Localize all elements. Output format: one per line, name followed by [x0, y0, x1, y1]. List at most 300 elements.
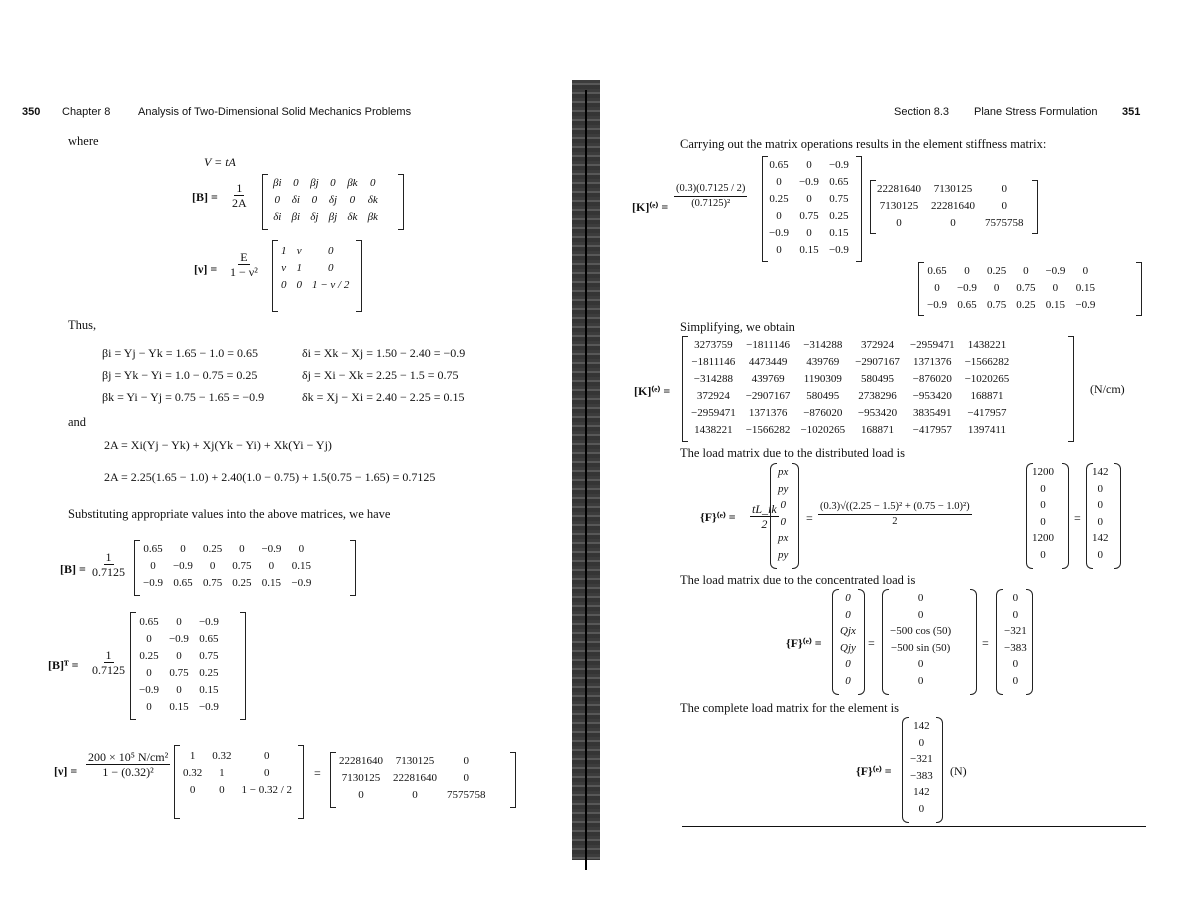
equals-sign: = — [868, 636, 875, 650]
matrix-cell: −417957 — [912, 424, 952, 436]
matrix-cell: 0 — [806, 193, 812, 205]
matrix-cell: 1 — [281, 245, 287, 257]
B-label: [B] = — [192, 190, 218, 204]
vector-column — [778, 464, 788, 563]
F-coef-den: 2 — [761, 517, 768, 531]
matrix-row — [178, 748, 297, 765]
Bn-coef-den: 0.7125 — [92, 565, 125, 579]
matrix-cell: −0.9 — [1075, 299, 1096, 311]
matrix-cell: 22281640 — [877, 183, 921, 195]
matrix-row — [334, 753, 491, 770]
matrix-cell: −1566282 — [745, 424, 791, 436]
matrix-row — [134, 648, 224, 665]
B-numeric-label: [B] = — [60, 562, 86, 576]
equals-sign: = — [314, 766, 321, 780]
F-conc-label: {F}⁽ᵉ⁾ = — [786, 636, 822, 650]
matrix-cell: 7575758 — [447, 789, 486, 801]
vector-entry: 0 — [918, 802, 925, 815]
matrix-cell: 3273759 — [694, 339, 733, 351]
matrix-cell: 0 — [950, 217, 956, 229]
matrix-cell: 0 — [176, 616, 182, 628]
matrix-cell: 168871 — [970, 390, 1004, 402]
bracket — [356, 240, 362, 312]
matrix-cell: −0.9 — [168, 633, 189, 645]
vector-entry: 0 — [845, 592, 851, 604]
matrix-cell: −953420 — [912, 390, 952, 402]
matrix-cell: 0 — [176, 650, 182, 662]
matrix-cell: 0 — [349, 194, 356, 206]
matrix-row — [764, 208, 854, 225]
substituting-text: Substituting appropriate values into the above matrices, we have — [68, 507, 391, 521]
dist-result-vector — [1092, 464, 1109, 563]
matrix-cell: 0.15 — [169, 701, 189, 713]
bracket — [510, 752, 516, 808]
matrix-cell: 22281640 — [931, 200, 975, 212]
vector-entry: 0 — [780, 499, 786, 511]
vector-entry: −321 — [910, 753, 933, 765]
matrix-cell: −0.9 — [956, 282, 977, 294]
bracket — [1136, 262, 1142, 316]
matrix-row — [764, 174, 854, 191]
vector-entry: 0 — [917, 592, 924, 604]
K-coef-den: (0.7125)² — [691, 198, 731, 209]
matrix-cell: 0.65 — [139, 616, 159, 628]
matrix-row — [922, 297, 1100, 314]
nu-numeric-coefficient — [86, 750, 170, 779]
brace — [936, 717, 943, 823]
matrix-cell: −0.9 — [139, 684, 159, 696]
matrix-cell: −1811146 — [691, 356, 736, 368]
matrix-cell: 0.15 — [1075, 282, 1096, 294]
vector-column — [840, 590, 856, 689]
vector-entry: 0 — [1012, 608, 1019, 621]
matrix-cell: 1371376 — [912, 356, 952, 368]
matrix-cell: −417957 — [967, 407, 1007, 419]
matrix-cell: −314288 — [803, 339, 843, 351]
K-coef-num: (0.3)(0.7125 / 2) — [674, 182, 747, 197]
matrix-cell: 7130125 — [879, 200, 919, 212]
matrix-cell: βi — [291, 211, 301, 223]
vector-entry: 0 — [1040, 499, 1046, 511]
matrix-cell: −0.9 — [798, 176, 819, 188]
F-mid-num: (0.3)√((2.25 − 1.5)² + (0.75 − 1.0)²) — [818, 500, 972, 515]
matrix-row — [138, 558, 316, 575]
matrix-cell: −0.9 — [198, 701, 219, 713]
matrix-cell: −1811146 — [746, 339, 791, 351]
matrix-cell: −0.9 — [261, 543, 282, 555]
F-mid-den: 2 — [892, 516, 898, 527]
matrix-row — [872, 198, 1029, 215]
matrix-row — [268, 209, 383, 226]
F-total-label: {F}⁽ᵉ⁾ = — [856, 764, 892, 778]
matrix-row — [922, 263, 1100, 280]
matrix-cell: 0 — [281, 279, 287, 291]
matrix-cell: 0.75 — [232, 560, 252, 572]
matrix-row — [134, 665, 224, 682]
matrix-cell: 439769 — [806, 356, 840, 368]
B-coefficient — [230, 181, 249, 210]
right-page — [600, 0, 1188, 918]
B-numeric-matrix — [138, 541, 316, 592]
distributed-load-title: The load matrix due to the distributed load is — [680, 446, 905, 460]
brace — [1062, 463, 1069, 569]
matrix-cell: βj — [310, 177, 319, 189]
matrix-cell: −314288 — [693, 373, 733, 385]
bracket — [1068, 336, 1074, 442]
where-text: where — [68, 134, 99, 148]
vector-entry: Qjx — [840, 625, 856, 637]
matrix-cell: 0.65 — [957, 299, 977, 311]
matrix-cell: 0.15 — [291, 560, 312, 572]
beta-equations — [102, 342, 264, 408]
matrix-cell: δi — [273, 211, 282, 223]
matrix-cell: −0.9 — [927, 299, 947, 311]
matrix-cell: 0 — [463, 755, 469, 767]
matrix-row — [276, 277, 354, 294]
vector-entry: 0 — [845, 674, 851, 687]
nu-coef-den: 1 − ν² — [230, 265, 258, 279]
vector-entry: 0 — [1040, 482, 1046, 495]
matrix-row — [138, 541, 316, 558]
nu-label: [ν] = — [194, 262, 218, 276]
beta-k-eq: βk = Yi − Yj = 0.75 − 1.65 = −0.9 — [102, 390, 265, 404]
vector-entry: 0 — [917, 674, 924, 687]
matrix-cell: 22281640 — [339, 755, 383, 767]
matrix-cell: 0.25 — [986, 265, 1007, 277]
nu-symbolic-matrix — [276, 243, 354, 294]
nun-coef-num: 200 × 10⁵ N/cm² — [88, 750, 169, 764]
vector-entry: −500 sin (50) — [890, 641, 951, 654]
matrix-cell: 0.65 — [199, 633, 219, 645]
matrix-cell: 0 — [219, 784, 225, 796]
K-coefficient — [674, 182, 747, 211]
section-title: Plane Stress Formulation — [974, 106, 1098, 118]
matrix-cell: 7130125 — [341, 772, 381, 784]
BT-coef-num: 1 — [105, 648, 112, 662]
brace — [1114, 463, 1121, 569]
beta-i-eq: βi = Yj − Yk = 1.65 − 1.0 = 0.65 — [102, 346, 259, 360]
matrix-cell: −1020265 — [964, 373, 1010, 385]
matrix-cell: 0 — [358, 789, 364, 801]
vector-entry: 1200 — [1032, 466, 1054, 478]
matrix-row — [334, 787, 491, 804]
matrix-cell: −0.9 — [143, 577, 163, 589]
matrix-cell: ν — [296, 245, 302, 257]
nu-coefficient — [228, 250, 260, 279]
brace — [902, 717, 909, 823]
matrix-cell: 0 — [209, 560, 216, 572]
vector-entry: 0 — [917, 608, 924, 621]
BT-coefficient — [90, 648, 127, 677]
matrix-cell: −0.9 — [828, 244, 849, 256]
matrix-cell: 0 — [189, 784, 196, 796]
matrix-cell: 0.65 — [927, 265, 947, 277]
matrix-cell: 580495 — [861, 373, 895, 385]
matrix-cell: 0 — [330, 177, 336, 189]
matrix-cell: −1020265 — [800, 424, 846, 436]
matrix-cell: −876020 — [803, 407, 843, 419]
vector-entry: 0 — [1040, 515, 1046, 528]
matrix-cell: 0.15 — [829, 227, 849, 239]
bracket — [298, 745, 304, 819]
matrix-cell: −2959471 — [909, 339, 955, 351]
matrix-row — [764, 242, 854, 259]
nu-numeric-label: [ν] = — [54, 764, 78, 778]
matrix-cell: 0 — [1052, 282, 1059, 294]
eq-volume: V = tA — [204, 155, 236, 169]
matrix-cell: 0 — [463, 772, 469, 784]
matrix-cell: 0 — [274, 194, 281, 206]
matrix-cell: 0 — [776, 244, 782, 256]
matrix-cell: 0 — [327, 262, 334, 274]
matrix-cell: 1 − ν / 2 — [312, 279, 350, 291]
chapter-label: Chapter 8 — [62, 106, 111, 118]
BT-coef-den: 0.7125 — [92, 663, 125, 677]
matrix-cell: 0 — [146, 633, 152, 645]
F-total-vector — [910, 718, 933, 817]
matrix-cell: 0.25 — [1016, 299, 1036, 311]
matrix-cell: βj — [328, 211, 338, 223]
matrix-cell: 0 — [1001, 200, 1007, 212]
matrix-cell: βi — [273, 177, 282, 189]
concentrated-load-title: The load matrix due to the concentrated load is — [680, 573, 916, 587]
vector-entry: 142 — [913, 786, 930, 798]
K-label: [K]⁽ᵉ⁾ = — [632, 200, 669, 214]
brace — [858, 589, 865, 695]
vector-column — [1092, 464, 1109, 563]
matrix-cell: 0.75 — [1016, 282, 1036, 294]
brace — [832, 589, 839, 695]
bracket — [350, 540, 356, 596]
matrix-cell: 4473449 — [748, 356, 788, 368]
BT-numeric-matrix — [134, 614, 224, 716]
K-B-matrix — [922, 263, 1100, 314]
matrix-row — [134, 631, 224, 648]
matrix-cell: 0.25 — [769, 193, 789, 205]
matrix-row — [872, 181, 1029, 198]
matrix-cell: 0.15 — [799, 244, 819, 256]
matrix-row — [178, 765, 297, 782]
matrix-cell: 0.25 — [139, 650, 159, 662]
matrix-cell: 0.25 — [829, 210, 849, 222]
matrix-cell: −0.9 — [172, 560, 193, 572]
vector-entry: 0 — [1040, 548, 1046, 561]
matrix-cell: 0.75 — [829, 193, 849, 205]
K-nu-matrix — [872, 181, 1029, 232]
vector-column — [890, 590, 951, 689]
beta-j-eq: βj = Yk − Yi = 1.0 − 0.75 = 0.25 — [102, 368, 258, 382]
matrix-cell: 0.65 — [143, 543, 163, 555]
matrix-cell: 1438221 — [967, 339, 1007, 351]
matrix-row — [134, 614, 224, 631]
matrix-row — [764, 225, 854, 242]
matrix-row — [872, 215, 1029, 232]
matrix-cell: δj — [328, 194, 337, 206]
matrix-cell: 0 — [180, 543, 186, 555]
F-unit: (N) — [950, 764, 967, 778]
nun-coef-den: 1 − (0.32)² — [102, 765, 154, 779]
vector-column — [1032, 464, 1054, 563]
simplifying-text: Simplifying, we obtain — [680, 320, 795, 334]
K-unit: (N/cm) — [1090, 382, 1125, 396]
matrix-row — [178, 782, 297, 799]
matrix-cell: 1397411 — [967, 424, 1006, 436]
B-coef-den: 2A — [232, 196, 247, 210]
stiffness-intro: Carrying out the matrix operations results in the element stiffness matrix: — [680, 137, 1047, 151]
matrix-cell: βk — [367, 211, 378, 223]
vector-entry: 1200 — [1032, 532, 1054, 544]
vector-entry: 142 — [913, 720, 930, 732]
matrix-cell: −0.9 — [291, 577, 312, 589]
matrix-cell: 0 — [993, 282, 1000, 294]
vector-entry: 0 — [917, 658, 924, 670]
matrix-cell: 168871 — [861, 424, 895, 436]
Q-vector — [840, 590, 856, 689]
matrix-row — [686, 354, 1014, 371]
matrix-cell: 0.15 — [1045, 299, 1066, 311]
matrix-cell: 0.25 — [199, 667, 219, 679]
matrix-cell: −0.9 — [769, 227, 789, 239]
vector-entry: −383 — [910, 769, 933, 782]
vector-entry: −321 — [1004, 625, 1027, 637]
matrix-cell: 3835491 — [912, 407, 952, 419]
footer-rule — [682, 826, 1146, 827]
bracket — [856, 156, 862, 262]
matrix-row — [276, 243, 354, 260]
matrix-cell: 0 — [806, 227, 812, 239]
matrix-cell: −2959471 — [691, 407, 736, 419]
brace — [792, 463, 799, 569]
vector-column — [1004, 590, 1027, 689]
matrix-cell: −1566282 — [964, 356, 1010, 368]
Bn-coef-num: 1 — [105, 550, 112, 564]
matrix-cell: 1190309 — [803, 373, 842, 385]
matrix-cell: 0 — [934, 282, 940, 294]
book-gutter-line — [585, 90, 587, 870]
delta-equations — [302, 342, 465, 408]
right-page-number: 351 — [1122, 106, 1141, 118]
matrix-cell: δj — [310, 211, 319, 223]
brace — [882, 589, 889, 695]
matrix-cell: 0.65 — [173, 577, 193, 589]
matrix-cell: 0.65 — [829, 176, 849, 188]
bracket — [398, 174, 404, 230]
matrix-cell: 0 — [298, 543, 305, 555]
p-vector — [778, 464, 788, 563]
vector-entry: 0 — [1097, 499, 1103, 511]
K-result-matrix — [686, 337, 1014, 439]
matrix-row — [134, 682, 224, 699]
matrix-row — [268, 175, 383, 192]
matrix-row — [922, 280, 1100, 297]
vector-entry: py — [778, 482, 789, 495]
matrix-cell: 0 — [806, 159, 812, 171]
area-equation-1: 2A = Xi(Yj − Yk) + Xj(Yk − Yi) + Xk(Yi − Yj) — [104, 438, 332, 452]
vector-entry: 0 — [1097, 482, 1103, 495]
left-page-number: 350 — [22, 106, 41, 118]
brace — [996, 589, 1003, 695]
B-symbolic-matrix — [268, 175, 383, 226]
matrix-cell: βk — [347, 177, 358, 189]
matrix-cell: 1371376 — [748, 407, 788, 419]
vector-entry: 0 — [1012, 658, 1019, 670]
F-coef-num: tL_ik — [752, 502, 777, 516]
matrix-cell: −876020 — [912, 373, 952, 385]
matrix-cell: 7130125 — [933, 183, 973, 195]
nu-numeric-matrix — [178, 748, 297, 799]
matrix-cell: −2907167 — [745, 390, 791, 402]
nu-result-matrix — [334, 753, 491, 804]
K-result-label: [K]⁽ᵉ⁾ = — [634, 384, 671, 398]
matrix-row — [334, 770, 491, 787]
vector-entry: 142 — [1092, 532, 1109, 544]
matrix-row — [686, 371, 1014, 388]
matrix-cell: 0.75 — [986, 299, 1007, 311]
vector-entry: 0 — [918, 736, 925, 749]
vector-entry: px — [778, 466, 789, 478]
B-coef-num: 1 — [236, 181, 243, 195]
matrix-cell: 372924 — [696, 390, 730, 402]
Q-result-vector — [1004, 590, 1027, 689]
matrix-cell: 0 — [176, 684, 182, 696]
matrix-cell: 0 — [311, 194, 318, 206]
vector-entry: px — [778, 532, 789, 544]
matrix-cell: −953420 — [857, 407, 898, 419]
matrix-cell: 580495 — [806, 390, 840, 402]
and-text: and — [68, 415, 87, 429]
equals-sign: = — [806, 511, 813, 525]
matrix-cell: 0 — [1082, 265, 1089, 277]
matrix-cell: 372924 — [861, 339, 895, 351]
brace — [1026, 589, 1033, 695]
matrix-cell: 22281640 — [393, 772, 437, 784]
vector-column — [910, 718, 933, 817]
F-dist-label: {F}⁽ᵉ⁾ = — [700, 510, 736, 524]
vector-entry: 0 — [845, 658, 851, 670]
matrix-cell: δi — [291, 194, 300, 206]
matrix-cell: 1 − 0.32 / 2 — [241, 784, 293, 796]
vector-entry: 0 — [845, 608, 851, 621]
matrix-cell: 0.65 — [769, 159, 789, 171]
matrix-cell: 0 — [327, 245, 334, 257]
matrix-cell: 0 — [239, 543, 245, 555]
matrix-cell: 0 — [896, 217, 902, 229]
matrix-row — [686, 337, 1014, 354]
matrix-cell: −2907167 — [855, 356, 900, 368]
brace — [970, 589, 977, 695]
matrix-cell: 0.15 — [199, 684, 219, 696]
F-dist-mid-coefficient — [818, 500, 972, 529]
section-label: Section 8.3 — [894, 106, 950, 118]
bracket — [240, 612, 246, 720]
vector-entry: 0 — [1012, 674, 1019, 687]
dist-load-vector — [1032, 464, 1054, 563]
matrix-row — [268, 192, 383, 209]
matrix-row — [686, 422, 1014, 439]
matrix-cell: 0.75 — [202, 577, 223, 589]
matrix-cell: 0 — [776, 176, 782, 188]
nu-coef-num: E — [240, 250, 248, 264]
thus-text: Thus, — [68, 318, 97, 332]
matrix-cell: 0.32 — [212, 750, 232, 762]
matrix-cell: 1438221 — [694, 424, 733, 436]
delta-i-eq: δi = Xk − Xj = 1.50 − 2.40 = −0.9 — [302, 346, 466, 360]
matrix-row — [686, 405, 1014, 422]
vector-entry: 0 — [1097, 548, 1103, 561]
matrix-row — [138, 575, 316, 592]
equals-sign: = — [982, 636, 989, 650]
matrix-cell: 0 — [150, 560, 156, 572]
